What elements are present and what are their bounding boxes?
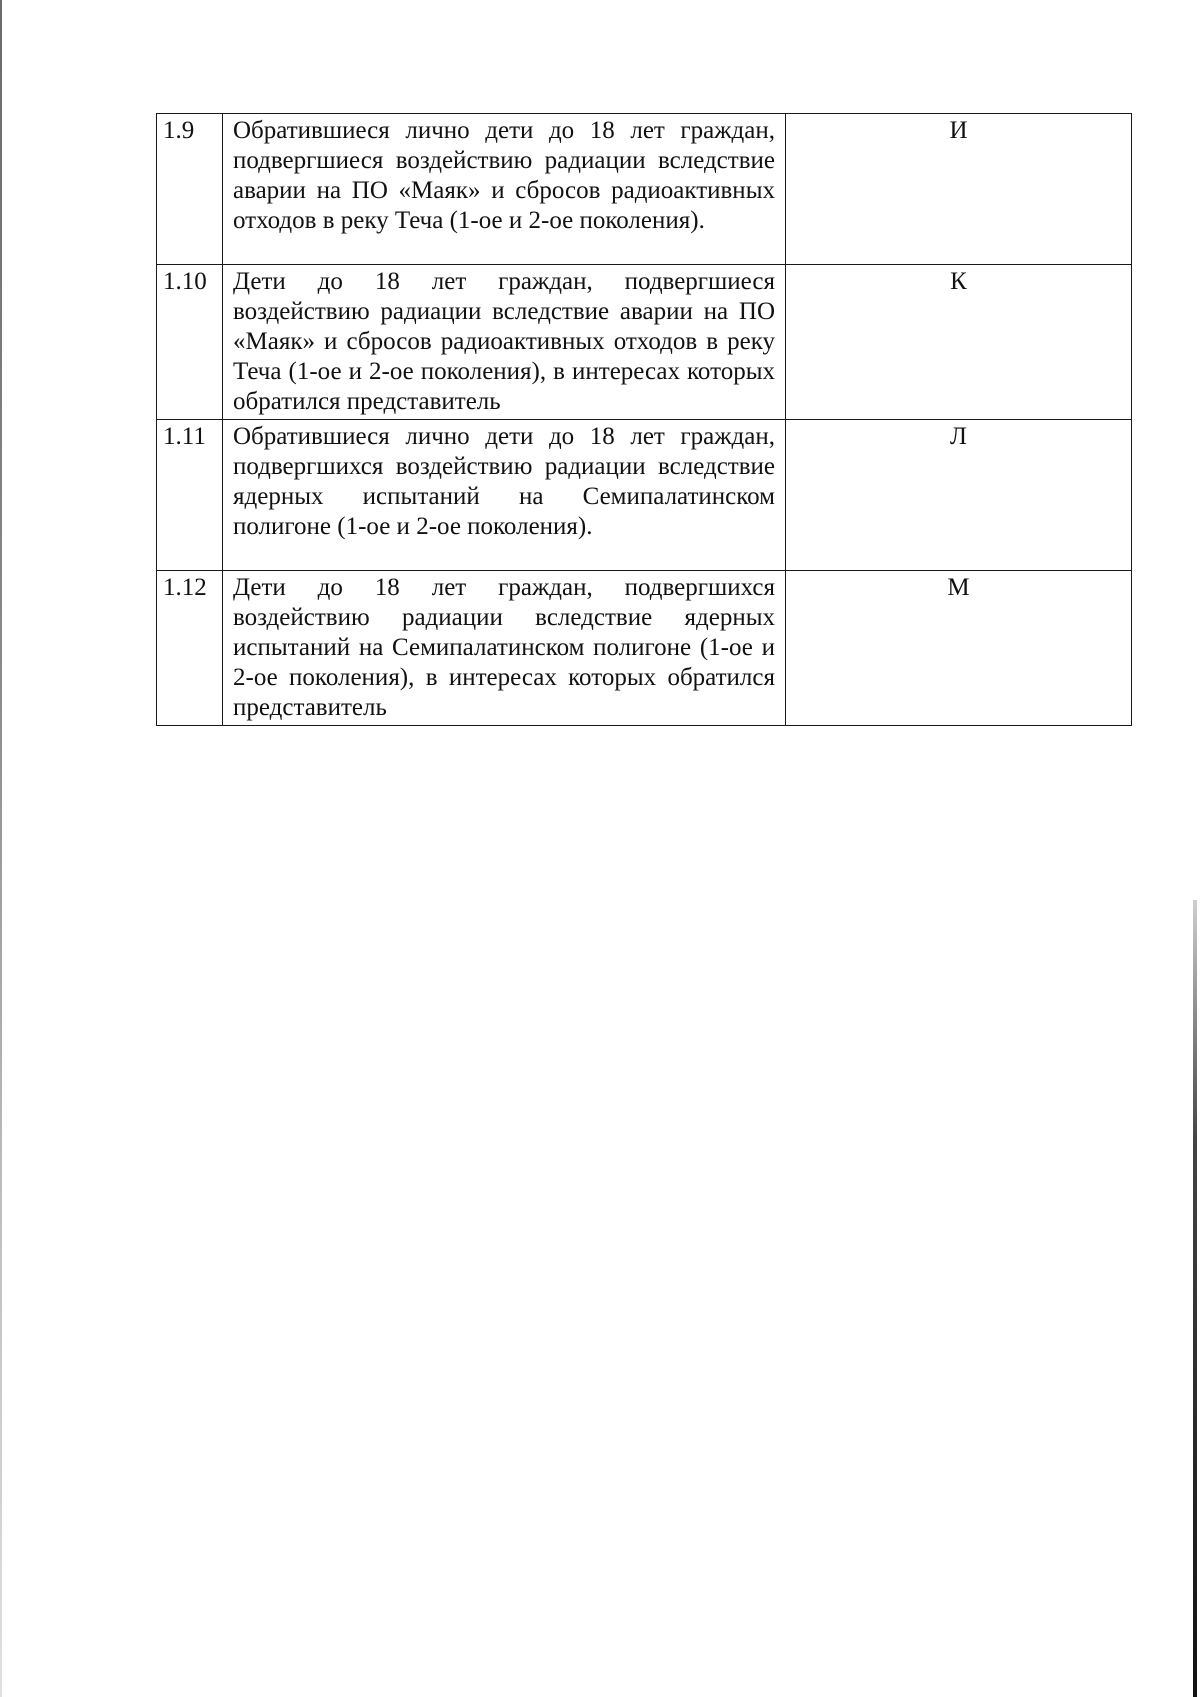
scan-edge-right — [1193, 900, 1197, 1697]
row-number: 1.9 — [157, 114, 223, 265]
row-number: 1.12 — [157, 571, 223, 726]
row-code: И — [786, 114, 1132, 265]
row-description: Дети до 18 лет граждан, подвергшихся воздействию радиации вследствие ядерных испытаний на Семипалатинском полигоне (1-ое и 2-ое поколения), в интересах которых обратился представитель — [223, 571, 786, 726]
row-code: М — [786, 571, 1132, 726]
row-code: Л — [786, 420, 1132, 571]
row-description: Обратившиеся лично дети до 18 лет граждан, подвергшиеся воздействию радиации вследствие аварии на ПО «Маяк» и сбросов радиоактивных отходов в реку Теча (1-ое и 2-ое поколения). — [223, 114, 786, 265]
scan-edge-left — [0, 0, 2, 1697]
row-description: Дети до 18 лет граждан, подвергшиеся воздействию радиации вследствие аварии на ПО «Маяк» и сбросов радиоактивных отходов в реку Теча (1-ое и 2-ое поколения), в интересах которых обратился представитель — [223, 265, 786, 420]
table-row — [157, 265, 1132, 420]
row-code: К — [786, 265, 1132, 420]
row-description: Обратившиеся лично дети до 18 лет граждан, подвергшихся воздействию радиации вследствие ядерных испытаний на Семипалатинском полигоне (1-ое и 2-ое поколения). — [223, 420, 786, 571]
table-row — [157, 114, 1132, 265]
category-table — [156, 113, 1132, 726]
row-number: 1.10 — [157, 265, 223, 420]
table-row — [157, 571, 1132, 726]
row-number: 1.11 — [157, 420, 223, 571]
table-row — [157, 420, 1132, 571]
